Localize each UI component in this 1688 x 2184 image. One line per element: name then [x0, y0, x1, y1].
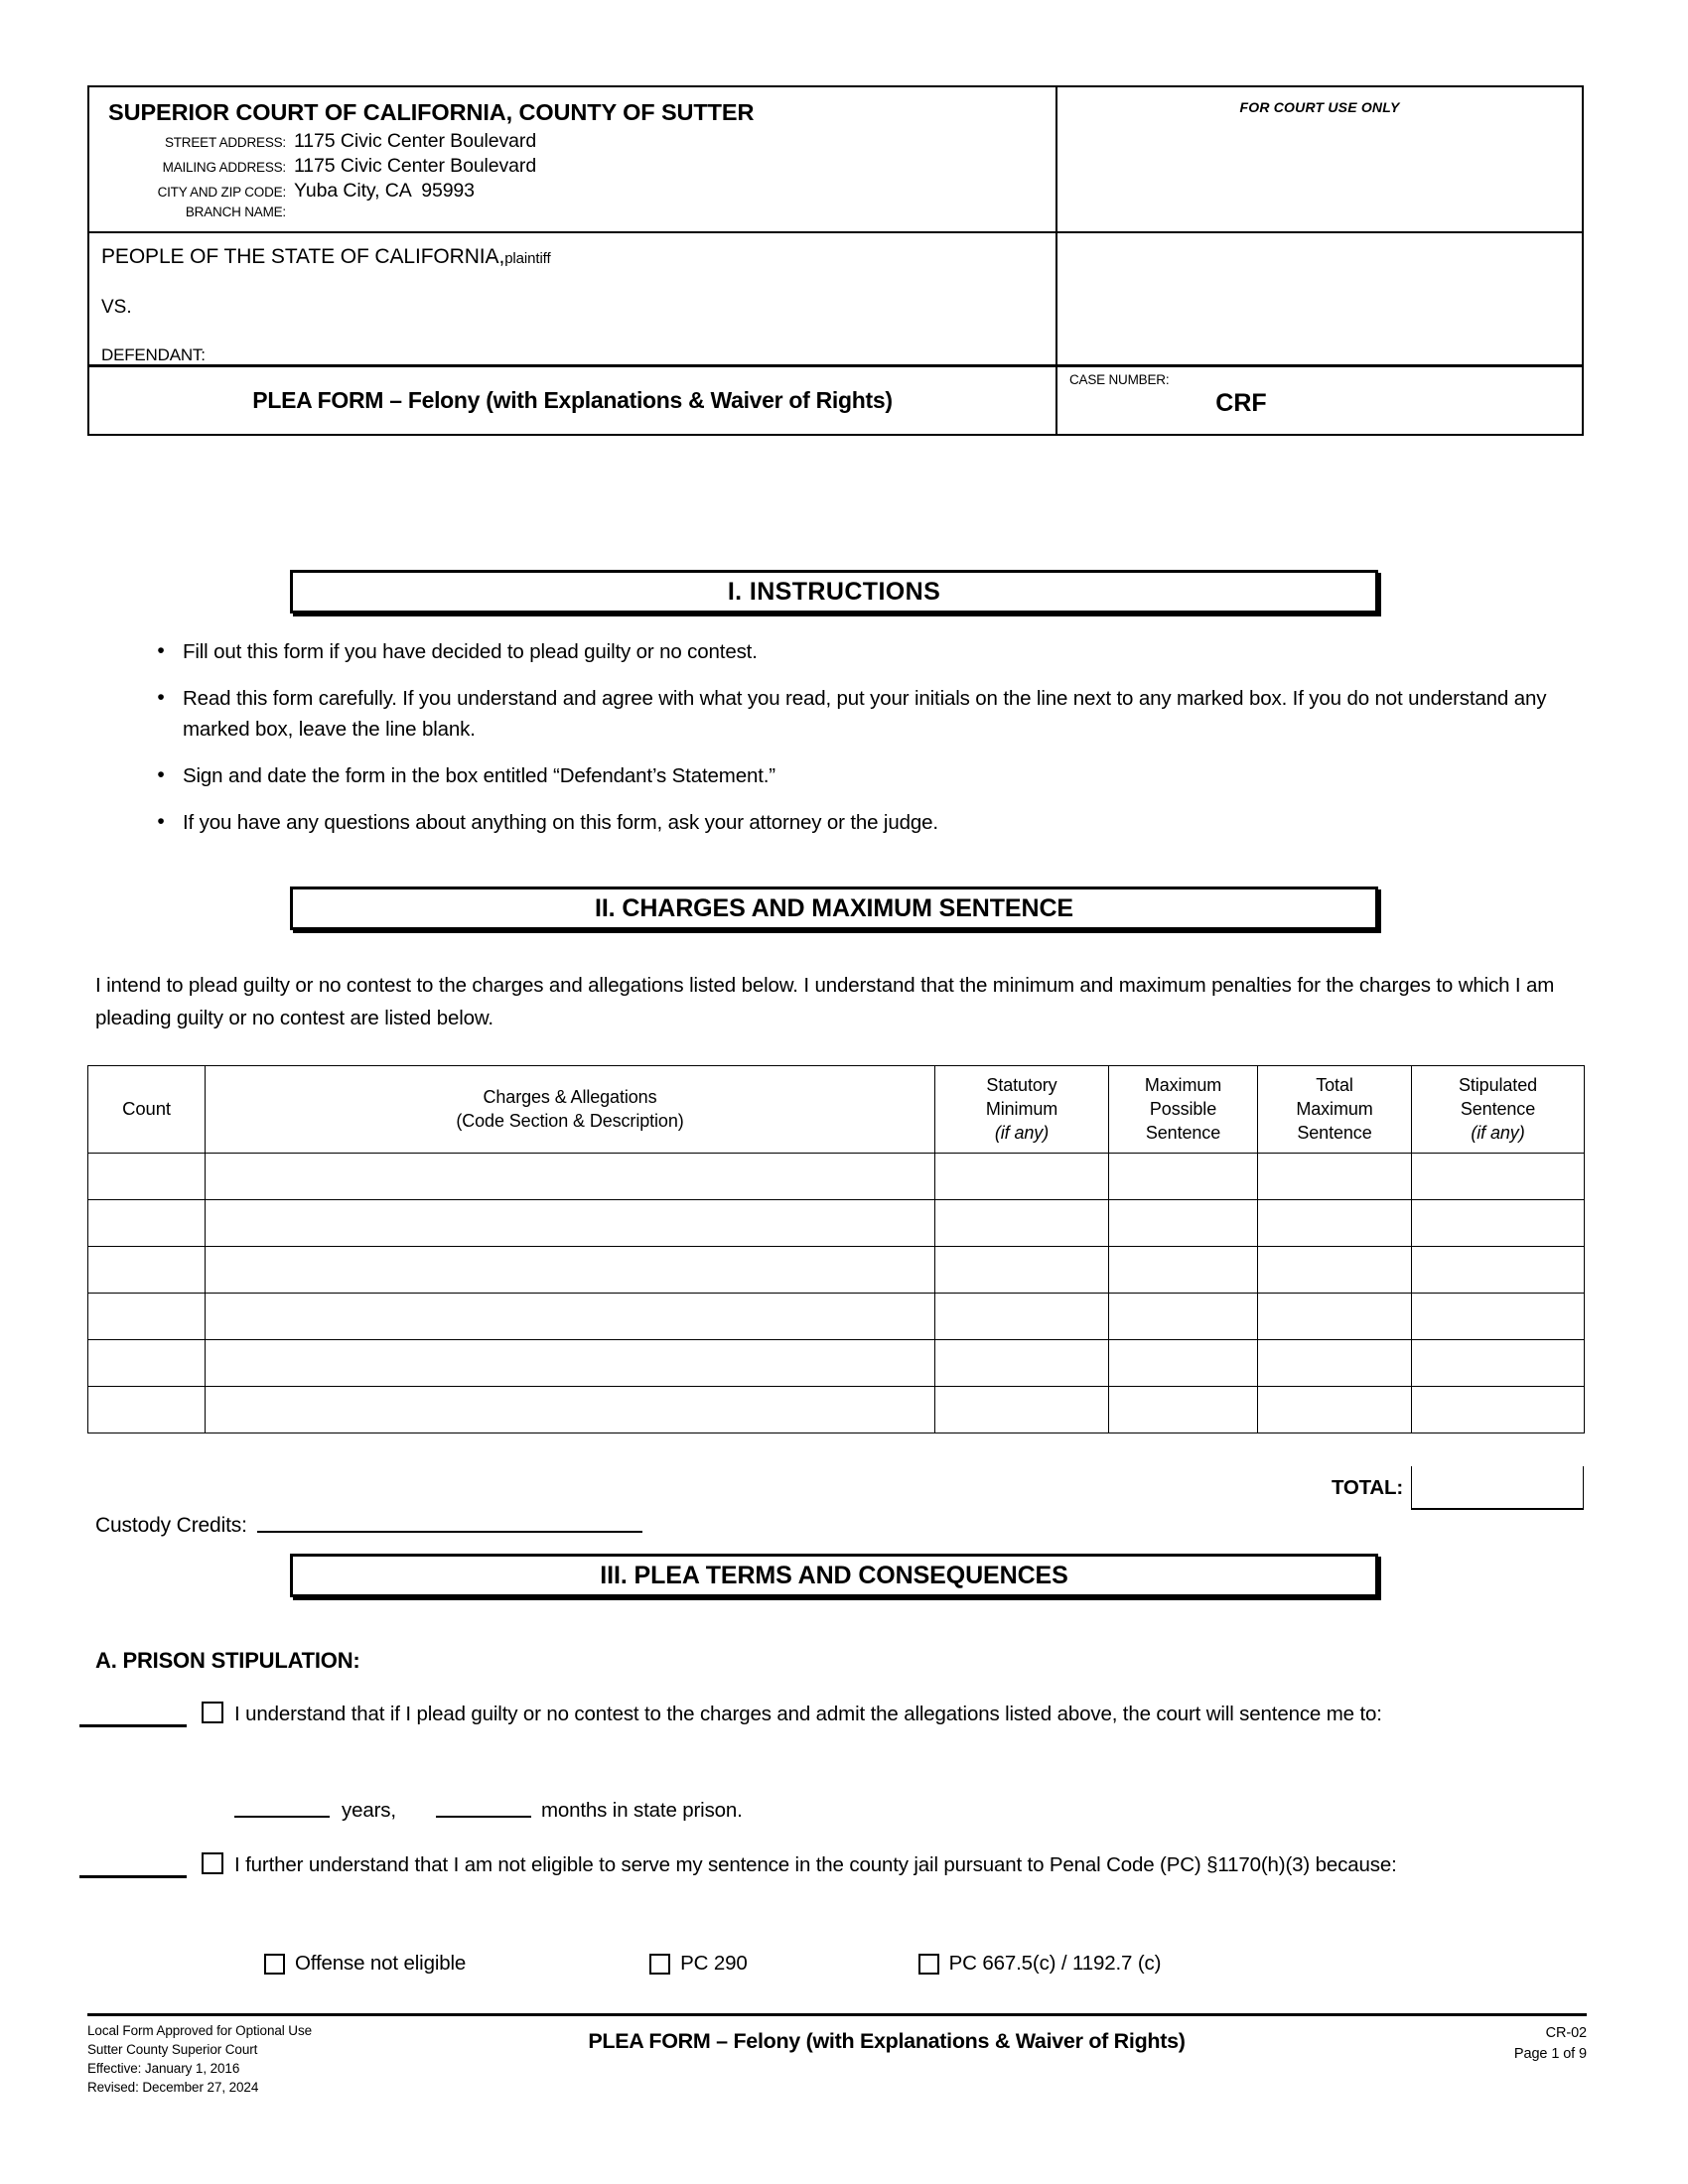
city-zip-row	[89, 179, 1055, 204]
total-maximum-line3: Sentence	[1297, 1123, 1372, 1143]
subsection-a-heading: A. PRISON STIPULATION:	[95, 1648, 360, 1673]
footer-approval-line-1: Local Form Approved for Optional Use	[87, 2023, 313, 2038]
caption-top-row	[89, 87, 1582, 231]
sentence-years-label: years,	[342, 1799, 396, 1822]
column-header-maximum-possible-sentence	[1109, 1066, 1258, 1154]
cell-charges[interactable]	[206, 1247, 935, 1294]
branch-name-label: BRANCH NAME:	[185, 205, 286, 219]
checkbox-icon[interactable]	[202, 1702, 223, 1723]
prison-stipulation-item-1	[79, 1698, 1589, 1730]
caption-parties-row	[89, 231, 1582, 364]
total-maximum-line2: Maximum	[1296, 1099, 1373, 1119]
checkbox-icon[interactable]	[202, 1852, 223, 1874]
footer-divider	[87, 2013, 1587, 2016]
instructions-list	[139, 636, 1569, 854]
cell-count[interactable]	[88, 1200, 206, 1247]
caption-title-row	[89, 364, 1582, 434]
sentence-years-input[interactable]	[234, 1816, 330, 1818]
eligibility-option-pc-667-5c-1192-7c[interactable]	[918, 1951, 1162, 1977]
cell-maximum-possible[interactable]	[1109, 1200, 1258, 1247]
cell-count[interactable]	[88, 1247, 206, 1294]
cell-total-maximum[interactable]	[1258, 1294, 1412, 1340]
defendant-label: DEFENDANT:	[101, 345, 206, 364]
cell-total-maximum[interactable]	[1258, 1247, 1412, 1294]
charges-table	[87, 1065, 1585, 1433]
form-title-cell	[89, 367, 1057, 434]
section-banner-instructions-label: I. INSTRUCTIONS	[727, 577, 941, 606]
street-address-value: 1175 Civic Center Boulevard	[294, 130, 537, 152]
cell-total-maximum[interactable]	[1258, 1154, 1412, 1200]
checkbox-icon[interactable]	[649, 1954, 670, 1975]
footer-revised-date: Revised: December 27, 2024	[87, 2080, 259, 2095]
charges-intro-paragraph: I intend to plead guilty or no contest to the charges and allegations listed below. I understand that the minimum and maximum penalties for the charges to which I am pleading guilty or no contest are listed below.	[95, 974, 1555, 1029]
cell-maximum-possible[interactable]	[1109, 1154, 1258, 1200]
city-zip-label: CITY AND ZIP CODE:	[157, 185, 286, 200]
cell-charges[interactable]	[206, 1387, 935, 1433]
bullet-icon: •	[157, 763, 165, 786]
caption-left-spacer	[89, 220, 1055, 231]
prison-stipulation-item-2	[79, 1848, 1589, 1881]
column-header-total-maximum-sentence	[1258, 1066, 1412, 1154]
instruction-text: Read this form carefully. If you understand and agree with what you read, put your initials on the line next to any marked box. If you do not understand any marked box, leave the line blank.	[183, 687, 1547, 741]
cell-stipulated[interactable]	[1412, 1340, 1585, 1387]
stipulated-line3: (if any)	[1471, 1123, 1525, 1143]
cell-total-maximum[interactable]	[1258, 1200, 1412, 1247]
plaintiff-role: plaintiff	[504, 250, 551, 267]
plaintiff-name: PEOPLE OF THE STATE OF CALIFORNIA,	[101, 245, 505, 268]
column-header-charges-line1: Charges & Allegations	[483, 1087, 657, 1107]
total-value-box[interactable]	[1411, 1466, 1584, 1510]
table-row	[88, 1340, 1585, 1387]
prison-stipulation-item-1-text: I understand that if I plead guilty or no contest to the charges and admit the allegations listed above, the court will sentence me to:	[234, 1703, 1382, 1725]
court-title: SUPERIOR COURT OF CALIFORNIA, COUNTY OF SUTTER	[108, 99, 755, 125]
table-row	[88, 1294, 1585, 1340]
statutory-minimum-line1: Statutory	[986, 1075, 1057, 1095]
cell-charges[interactable]	[206, 1154, 935, 1200]
eligibility-option-pc-290[interactable]	[649, 1951, 747, 1977]
instruction-text: Fill out this form if you have decided to plead guilty or no contest.	[183, 640, 758, 663]
cell-maximum-possible[interactable]	[1109, 1294, 1258, 1340]
footer-page-block	[1358, 2021, 1587, 2065]
cell-statutory-minimum[interactable]	[935, 1154, 1109, 1200]
case-number-cell	[1057, 367, 1582, 434]
footer-form-number: CR-02	[1545, 2025, 1587, 2041]
column-header-stipulated-sentence	[1412, 1066, 1585, 1154]
section-banner-charges	[290, 887, 1378, 930]
section-banner-plea-terms-label: III. PLEA TERMS AND CONSEQUENCES	[600, 1561, 1068, 1589]
eligibility-option-label: Offense not eligible	[295, 1952, 467, 1975]
statutory-minimum-line3: (if any)	[994, 1123, 1050, 1143]
bullet-icon: •	[157, 686, 165, 709]
sentence-length-fields	[234, 1799, 743, 1823]
court-identification-block	[89, 87, 1057, 231]
column-header-statutory-minimum	[935, 1066, 1109, 1154]
cell-maximum-possible[interactable]	[1109, 1247, 1258, 1294]
section-banner-charges-inner	[292, 888, 1376, 928]
total-maximum-line1: Total	[1316, 1075, 1353, 1095]
list-item	[139, 807, 1569, 838]
parties-block	[89, 233, 1057, 364]
cell-statutory-minimum[interactable]	[935, 1200, 1109, 1247]
list-item	[139, 683, 1569, 745]
cell-charges[interactable]	[206, 1340, 935, 1387]
cell-count[interactable]	[88, 1340, 206, 1387]
cell-maximum-possible[interactable]	[1109, 1387, 1258, 1433]
checkbox-icon[interactable]	[264, 1954, 285, 1975]
street-address-label: STREET ADDRESS:	[164, 135, 286, 150]
eligibility-option-label: PC 290	[680, 1952, 748, 1975]
sentence-months-input[interactable]	[436, 1816, 531, 1818]
eligibility-option-label: PC 667.5(c) / 1192.7 (c)	[948, 1952, 1162, 1975]
section-banner-plea-terms-inner	[292, 1556, 1376, 1595]
caption-box	[87, 85, 1584, 436]
cell-stipulated[interactable]	[1412, 1247, 1585, 1294]
cell-stipulated[interactable]	[1412, 1294, 1585, 1340]
eligibility-options-row	[264, 1951, 1456, 1977]
column-header-charges-line2: (Code Section & Description)	[456, 1111, 684, 1131]
section-banner-charges-label: II. CHARGES AND MAXIMUM SENTENCE	[594, 893, 1073, 922]
list-item	[139, 760, 1569, 791]
initials-line-1[interactable]	[79, 1698, 187, 1727]
section-banner-instructions-inner	[292, 572, 1376, 612]
footer-page-number: Page 1 of 9	[1513, 2046, 1587, 2062]
initials-line-2[interactable]	[79, 1848, 187, 1878]
branch-name-row	[89, 204, 1055, 220]
table-row	[88, 1387, 1585, 1433]
page-footer	[87, 2021, 1587, 2097]
instruction-text: If you have any questions about anything on this form, ask your attorney or the judge.	[183, 811, 938, 834]
cell-stipulated[interactable]	[1412, 1387, 1585, 1433]
cell-total-maximum[interactable]	[1258, 1340, 1412, 1387]
maximum-possible-line3: Sentence	[1145, 1123, 1221, 1143]
versus-label: VS.	[101, 297, 132, 318]
maximum-possible-line2: Possible	[1149, 1099, 1217, 1119]
eligibility-option-offense-not-eligible[interactable]	[264, 1951, 466, 1977]
stipulated-line1: Stipulated	[1458, 1075, 1538, 1095]
case-number-label: CASE NUMBER:	[1069, 372, 1170, 387]
plaintiff-line	[101, 245, 1055, 269]
cell-stipulated[interactable]	[1412, 1154, 1585, 1200]
form-title: PLEA FORM – Felony (with Explanations & Waiver of Rights)	[252, 387, 893, 413]
for-court-use-only-label: FOR COURT USE ONLY	[1239, 99, 1400, 115]
footer-approval-block	[87, 2021, 415, 2097]
column-header-count: Count	[88, 1066, 206, 1154]
mailing-address-row	[89, 154, 1055, 179]
city-zip-value: Yuba City, CA 95993	[294, 180, 475, 202]
table-header-row	[88, 1066, 1585, 1154]
cell-total-maximum[interactable]	[1258, 1387, 1412, 1433]
cell-statutory-minimum[interactable]	[935, 1340, 1109, 1387]
charges-total-row	[87, 1466, 1584, 1510]
for-court-use-only-box	[1057, 87, 1582, 231]
cell-count[interactable]	[88, 1154, 206, 1200]
cell-statutory-minimum[interactable]	[935, 1294, 1109, 1340]
section-banner-instructions	[290, 570, 1378, 614]
footer-effective-date: Effective: January 1, 2016	[87, 2061, 240, 2076]
custody-credits-label: Custody Credits:	[95, 1514, 247, 1537]
statutory-minimum-line2: Minimum	[985, 1099, 1058, 1119]
cell-statutory-minimum[interactable]	[935, 1247, 1109, 1294]
case-number-value[interactable]: CRF	[1215, 389, 1267, 417]
cell-charges[interactable]	[206, 1200, 935, 1247]
bullet-icon: •	[157, 639, 165, 662]
custody-credits-input[interactable]	[257, 1531, 642, 1533]
footer-approval-line-2: Sutter County Superior Court	[87, 2042, 258, 2057]
charges-table-header	[88, 1066, 1585, 1154]
column-header-charges	[206, 1066, 935, 1154]
total-label: TOTAL:	[1331, 1476, 1403, 1499]
cell-stipulated[interactable]	[1412, 1200, 1585, 1247]
custody-credits-field	[95, 1514, 642, 1538]
table-row	[88, 1200, 1585, 1247]
prison-stipulation-item-2-text: I further understand that I am not eligible to serve my sentence in the county jail pursuant to Penal Code (PC) §1170(h)(3) because:	[234, 1853, 1397, 1876]
charges-table-body	[88, 1154, 1585, 1433]
bullet-icon: •	[157, 810, 165, 833]
table-row	[88, 1154, 1585, 1200]
cell-maximum-possible[interactable]	[1109, 1340, 1258, 1387]
section-banner-plea-terms	[290, 1554, 1378, 1597]
street-address-row	[89, 129, 1055, 154]
maximum-possible-line1: Maximum	[1144, 1075, 1222, 1095]
list-item	[139, 636, 1569, 667]
cell-statutory-minimum[interactable]	[935, 1387, 1109, 1433]
mailing-address-value: 1175 Civic Center Boulevard	[294, 155, 537, 177]
checkbox-icon[interactable]	[918, 1954, 939, 1975]
table-row	[88, 1247, 1585, 1294]
court-stamp-area	[1057, 233, 1582, 364]
cell-count[interactable]	[88, 1387, 206, 1433]
sentence-months-label: months in state prison.	[540, 1799, 743, 1822]
cell-charges[interactable]	[206, 1294, 935, 1340]
mailing-address-label: MAILING ADDRESS:	[162, 160, 286, 175]
stipulated-line2: Sentence	[1460, 1099, 1536, 1119]
cell-count[interactable]	[88, 1294, 206, 1340]
instruction-text: Sign and date the form in the box entitled “Defendant’s Statement.”	[183, 764, 775, 787]
footer-form-title: PLEA FORM – Felony (with Explanations & Waiver of Rights)	[588, 2029, 1186, 2053]
